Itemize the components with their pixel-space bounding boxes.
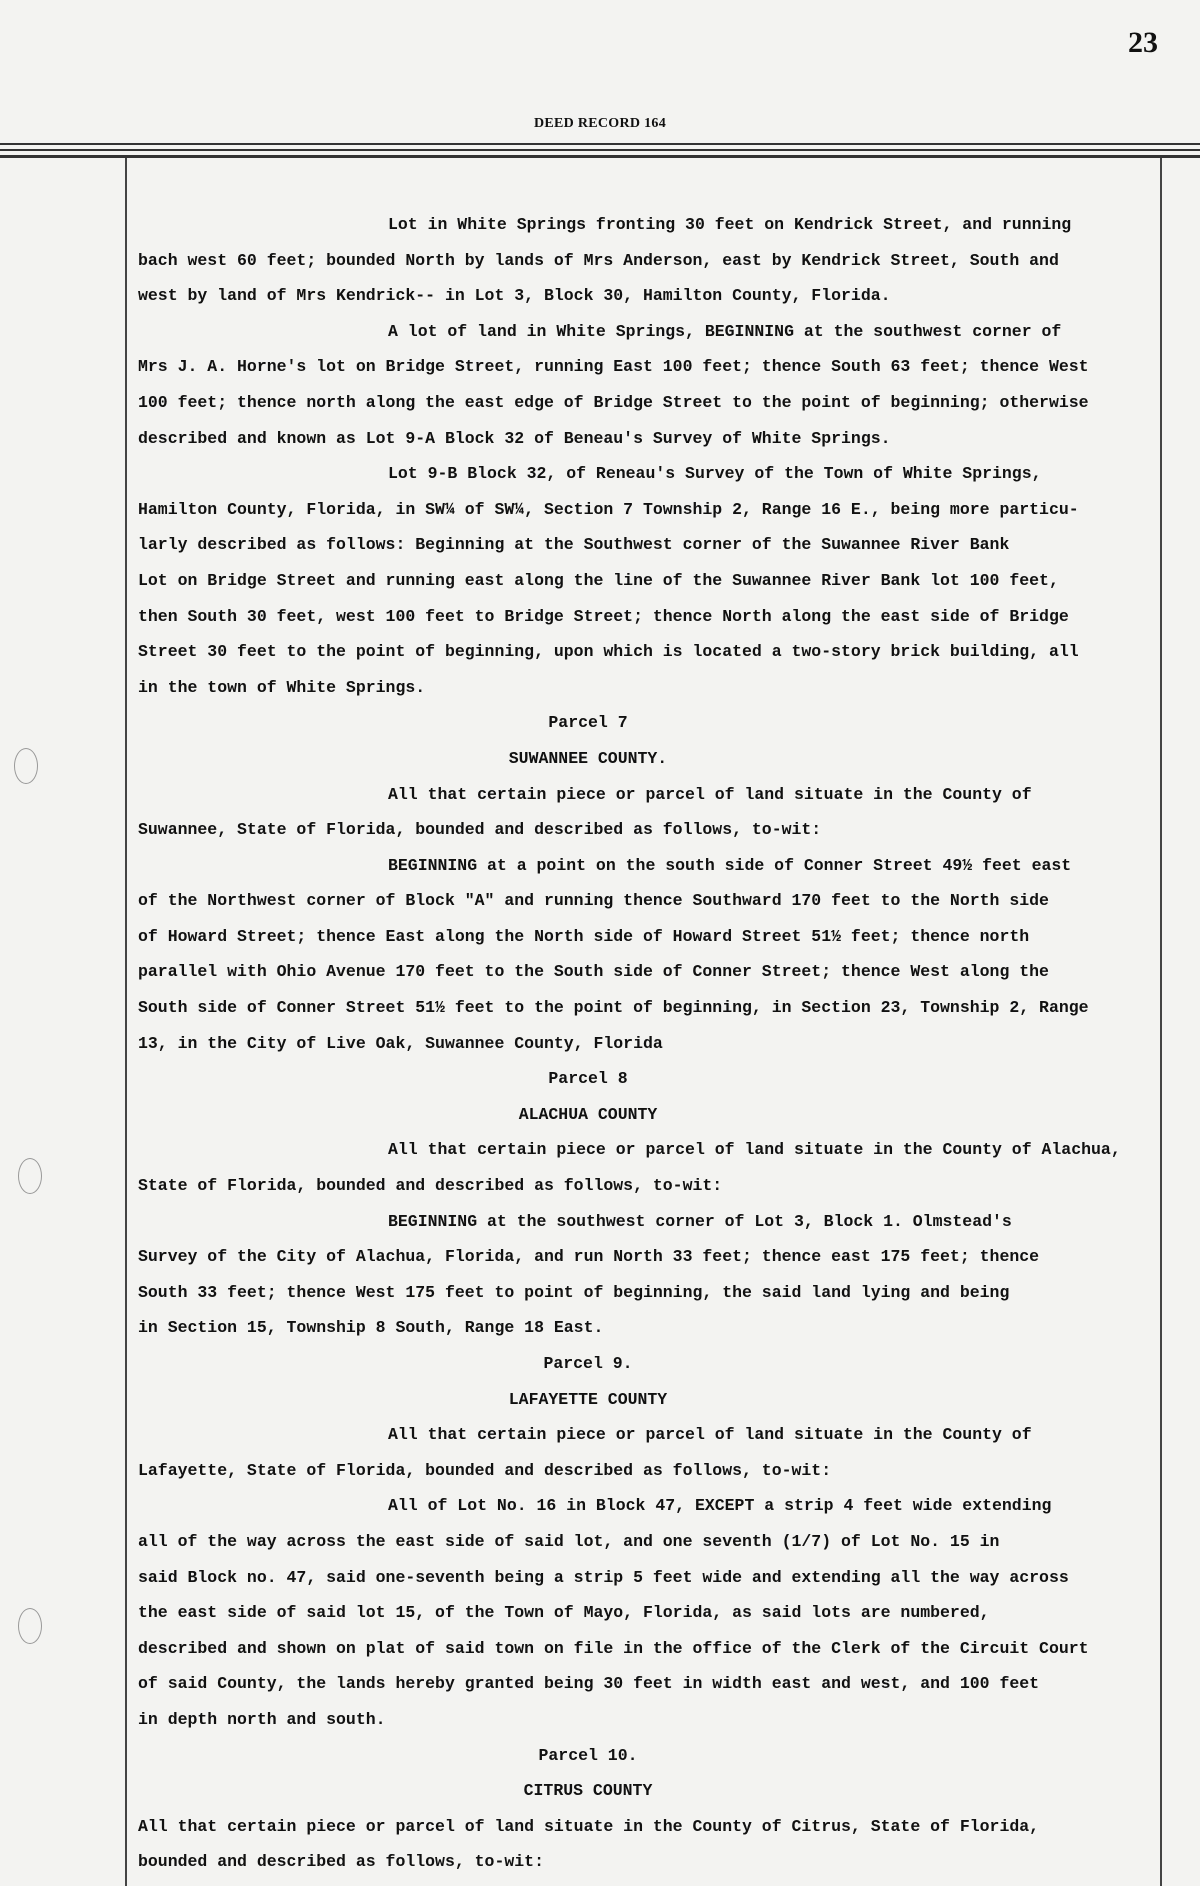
header-rule	[0, 155, 1200, 158]
text-line: Lot 9-B Block 32, of Reneau's Survey of the Town of White Springs,	[388, 464, 1042, 484]
text-line: of said County, the lands hereby granted being 30 feet in width east and west, and 100 feet	[138, 1674, 1040, 1694]
text-line: 100 feet; thence north along the east edge of Bridge Street to the point of beginning; otherwise	[138, 392, 1089, 412]
text-line: Hamilton County, Florida, in SW¼ of SW¼, Section 7 Township 2, Range 16 E., being more particu-	[138, 499, 1079, 519]
section-heading-line: CITRUS COUNTY	[523, 1781, 653, 1801]
text-line: All that certain piece or parcel of land situate in the County of	[388, 1425, 1032, 1445]
text-line: all of the way across the east side of said lot, and one seventh (1/7) of Lot No. 15 in	[138, 1531, 1000, 1551]
text-line: All that certain piece or parcel of land situate in the County of Alachua,	[388, 1140, 1121, 1160]
section-heading-line: Parcel 10.	[538, 1745, 638, 1765]
text-line: Street 30 feet to the point of beginning, upon which is located a two-story brick building, all	[138, 642, 1079, 662]
text-line: bounded and described as follows, to-wit:	[138, 1852, 544, 1872]
text-line: All that certain piece or parcel of land situate in the County of Citrus, State of Florida,	[138, 1816, 1040, 1836]
section-heading-line: ALACHUA COUNTY	[518, 1104, 658, 1124]
section-heading-line: Parcel 7	[548, 713, 628, 733]
text-line: Lot in White Springs fronting 30 feet on Kendrick Street, and running	[388, 215, 1072, 234]
section-heading-line: Parcel 8	[548, 1069, 628, 1089]
text-line: Lot on Bridge Street and running east along the line of the Suwannee River Bank lot 100 feet,	[138, 570, 1059, 590]
text-line: west by land of Mrs Kendrick-- in Lot 3, Block 30, Hamilton County, Florida.	[138, 286, 891, 306]
binder-hole-mark	[18, 1158, 42, 1194]
page-header-title: DEED RECORD 164	[533, 116, 667, 131]
text-line: then South 30 feet, west 100 feet to Bridge Street; thence North along the east side of Bridge	[138, 606, 1069, 626]
text-line: described and known as Lot 9-A Block 32 of Beneau's Survey of White Springs.	[138, 428, 891, 448]
text-line: in the town of White Springs.	[138, 677, 426, 697]
section-heading-line: Parcel 9.	[543, 1354, 633, 1373]
text-line: All of Lot No. 16 in Block 47, EXCEPT a strip 4 feet wide extending	[388, 1496, 1052, 1516]
text-line: State of Florida, bounded and described as follows, to-wit:	[138, 1176, 723, 1196]
text-line: of the Northwest corner of Block "A" and running thence Southward 170 feet to the North side	[138, 891, 1049, 911]
text-line: Suwannee, State of Florida, bounded and described as follows, to-wit:	[138, 820, 822, 840]
text-line: A lot of land in White Springs, BEGINNING at the southwest corner of	[388, 321, 1062, 341]
text-line: Mrs J. A. Horne's lot on Bridge Street, running East 100 feet; thence South 63 feet; thence West	[138, 357, 1089, 377]
text-line: BEGINNING at a point on the south side of Conner Street 49½ feet east	[388, 855, 1072, 875]
text-line: in depth north and south.	[138, 1709, 386, 1729]
text-line: of Howard Street; thence East along the North side of Howard Street 51½ feet; thence north	[138, 926, 1030, 946]
text-line: Lafayette, State of Florida, bounded and described as follows, to-wit:	[138, 1460, 832, 1480]
binder-hole-mark	[18, 1608, 42, 1644]
text-line: said Block no. 47, said one-seventh being a strip 5 feet wide and extending all the way across	[138, 1567, 1069, 1587]
left-margin-line	[125, 158, 127, 1886]
text-line: South 33 feet; thence West 175 feet to point of beginning, the said land lying and being	[138, 1282, 1010, 1302]
text-line: in Section 15, Township 8 South, Range 18 East.	[138, 1318, 604, 1338]
text-line: BEGINNING at the southwest corner of Lot 3, Block 1. Olmstead's	[388, 1211, 1012, 1231]
section-heading-line: SUWANNEE COUNTY.	[508, 748, 668, 768]
binder-hole-mark	[14, 748, 38, 784]
text-line: parallel with Ohio Avenue 170 feet to the South side of Conner Street; thence West along the	[138, 962, 1049, 982]
header-rule	[0, 143, 1200, 145]
text-line: All that certain piece or parcel of land situate in the County of	[388, 784, 1032, 804]
section-heading-line: LAFAYETTE COUNTY	[508, 1389, 668, 1409]
text-line: bach west 60 feet; bounded North by lands of Mrs Anderson, east by Kendrick Street, South and	[138, 250, 1059, 270]
text-line: the east side of said lot 15, of the Town of Mayo, Florida, as said lots are numbered,	[138, 1603, 990, 1623]
text-line: 13, in the City of Live Oak, Suwannee County, Florida	[138, 1033, 663, 1053]
right-margin-line	[1160, 158, 1162, 1886]
text-line: Survey of the City of Alachua, Florida, and run North 33 feet; thence east 175 feet; thence	[138, 1247, 1040, 1267]
deed-text-body	[138, 207, 1158, 1880]
text-line: South side of Conner Street 51½ feet to the point of beginning, in Section 23, Township 2, Range	[138, 998, 1089, 1018]
text-line: described and shown on plat of said town on file in the office of the Clerk of the Circuit Court	[138, 1638, 1089, 1658]
page-number: 23	[1128, 26, 1158, 59]
header-rule	[0, 149, 1200, 151]
text-line: larly described as follows: Beginning at the Southwest corner of the Suwannee River Bank	[138, 535, 1010, 555]
